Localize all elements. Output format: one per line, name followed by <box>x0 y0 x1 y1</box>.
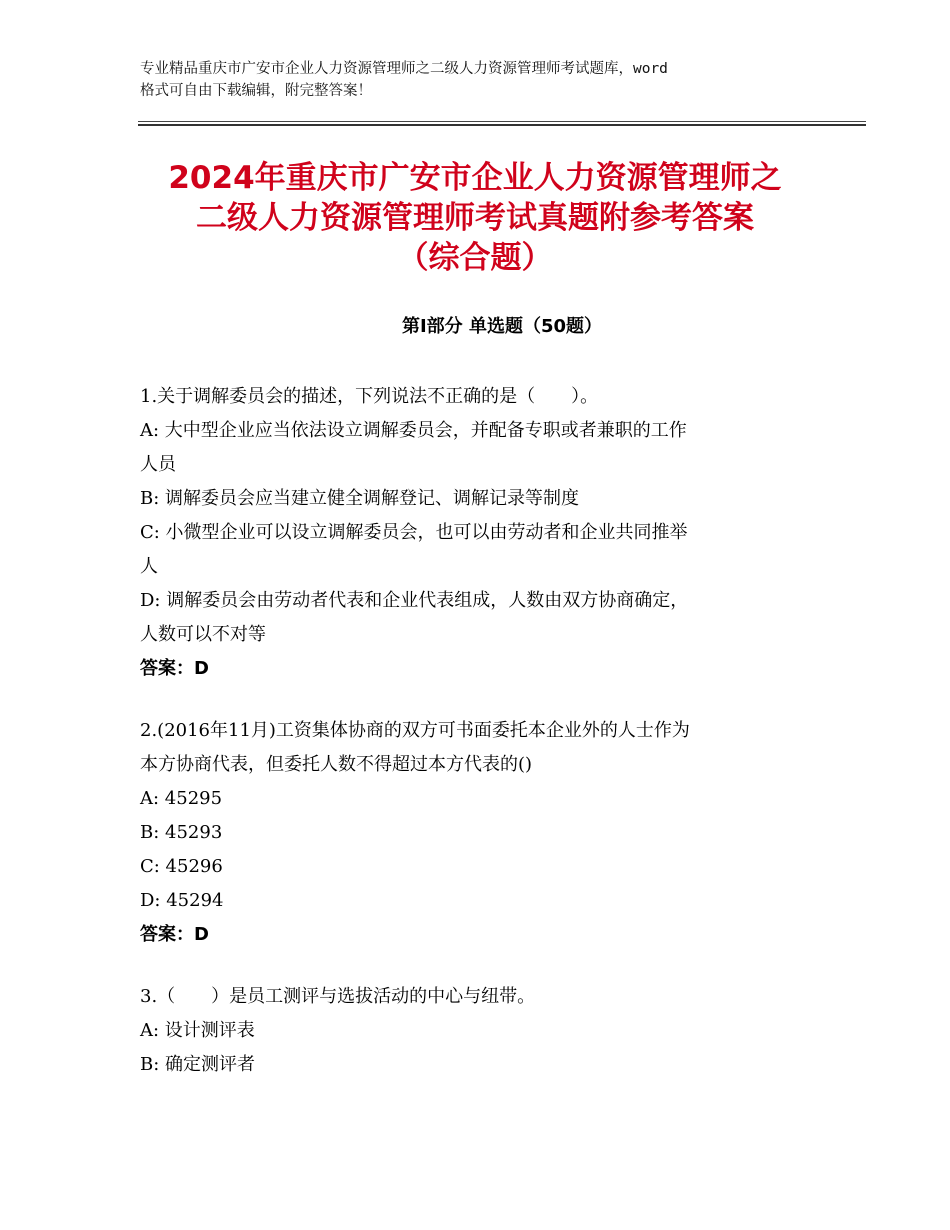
header-divider-thick <box>138 124 866 126</box>
document-title <box>100 158 850 278</box>
question-stem: 1.关于调解委员会的描述，下列说法不正确的是（ ）。 <box>140 386 599 407</box>
option-c-continued: 人 <box>140 556 158 577</box>
header-note-line: 专业精品重庆市广安市企业人力资源管理师之二级人力资源管理师考试题库，word <box>140 61 668 77</box>
question-stem-continued: 本方协商代表，但委托人数不得超过本方代表的() <box>140 754 533 775</box>
option-a: A: 设计测评表 <box>140 1020 255 1041</box>
title-line: 2024年重庆市广安市企业人力资源管理师之 <box>168 160 782 196</box>
question-stem: 2.(2016年11月)工资集体协商的双方可书面委托本企业外的人士作为 <box>140 720 690 741</box>
option-a: A: 大中型企业应当依法设立调解委员会，并配备专职或者兼职的工作 <box>140 420 687 441</box>
header-note <box>140 58 830 102</box>
section-heading: 第Ⅰ部分 单选题（50题） <box>401 316 602 337</box>
title-line: （综合题） <box>397 240 553 276</box>
header-divider-thin <box>138 121 866 122</box>
answer-label: 答案：D <box>140 924 209 945</box>
option-c: C: 小微型企业可以设立调解委员会，也可以由劳动者和企业共同推举 <box>140 522 688 543</box>
option-d-continued: 人数可以不对等 <box>140 624 266 645</box>
option-d: D: 调解委员会由劳动者代表和企业代表组成，人数由双方协商确定， <box>140 590 689 611</box>
option-c: C: 45296 <box>140 856 223 877</box>
option-b: B: 45293 <box>140 822 223 843</box>
option-b: B: 确定测评者 <box>140 1054 256 1075</box>
header-note-line: 格式可自由下载编辑，附完整答案！ <box>140 83 372 99</box>
option-a-continued: 人员 <box>140 454 176 475</box>
option-b: B: 调解委员会应当建立健全调解登记、调解记录等制度 <box>140 488 580 509</box>
question-item <box>140 980 820 1082</box>
question-stem: 3.（ ）是员工测评与选拔活动的中心与纽带。 <box>140 986 536 1007</box>
title-line: 二级人力资源管理师考试真题附参考答案 <box>196 200 754 236</box>
option-a: A: 45295 <box>140 788 223 809</box>
question-item <box>140 714 820 952</box>
answer-label: 答案：D <box>140 658 209 679</box>
option-d: D: 45294 <box>140 890 224 911</box>
question-list <box>140 380 820 1110</box>
question-item <box>140 380 820 686</box>
